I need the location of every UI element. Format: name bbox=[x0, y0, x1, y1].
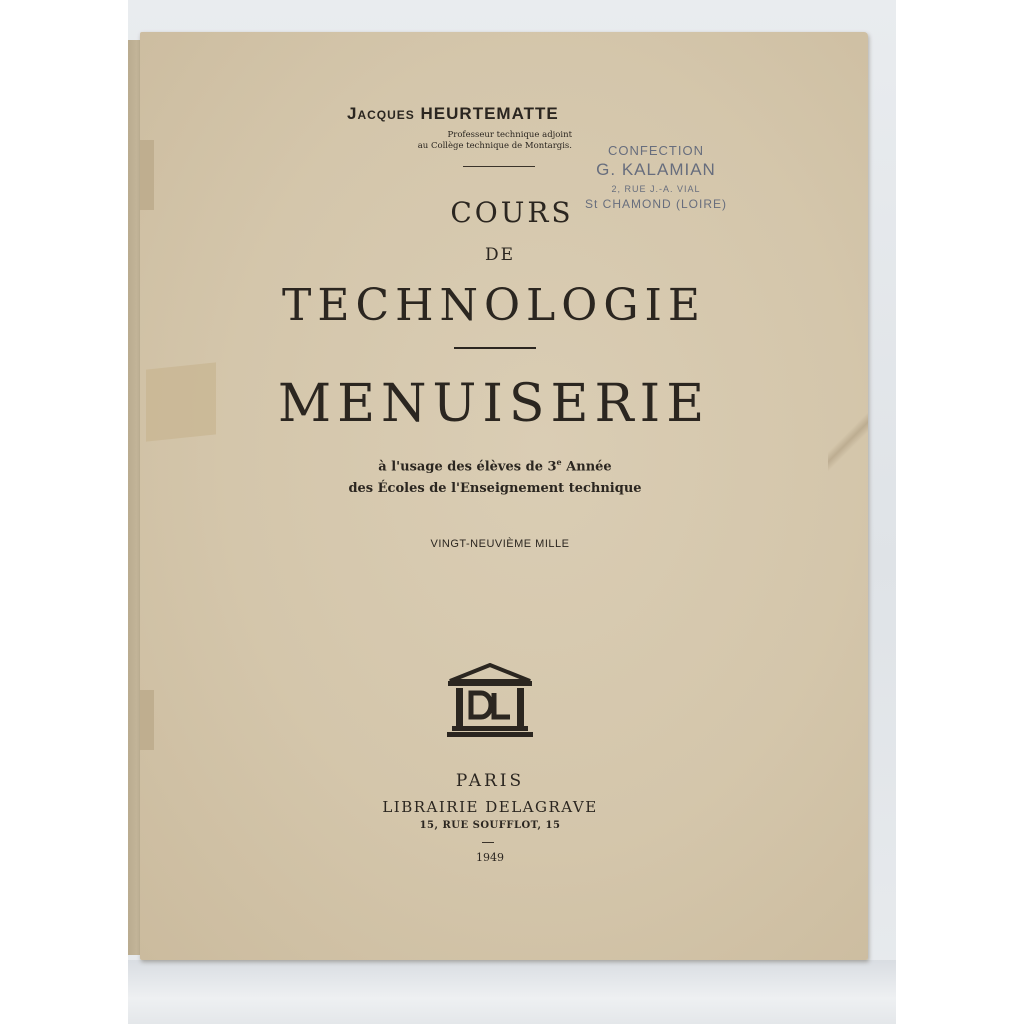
author-role bbox=[372, 130, 572, 152]
author-role-line: au Collège technique de Montargis. bbox=[417, 141, 572, 151]
torn-edge bbox=[140, 690, 154, 750]
subtitle-superscript: e bbox=[556, 457, 562, 467]
author-first-name: Jacques bbox=[347, 104, 415, 123]
divider bbox=[454, 347, 536, 349]
publisher-address: 15, RUE SOUFFLOT, 15 bbox=[419, 820, 561, 831]
stamp-line: CONFECTION bbox=[608, 143, 704, 158]
author-role-line: Professeur technique adjoint bbox=[447, 130, 572, 140]
divider bbox=[482, 842, 494, 843]
subtitle-line: des Écoles de l'Enseignement technique bbox=[348, 481, 642, 497]
author-last-name: HEURTEMATTE bbox=[420, 104, 559, 123]
divider bbox=[463, 166, 535, 167]
stamp-line: 2, RUE J.-A. VIAL bbox=[611, 184, 701, 194]
title-de: DE bbox=[484, 245, 516, 265]
stamp-line: St CHAMOND (LOIRE) bbox=[584, 197, 727, 211]
title-cours: COURS bbox=[450, 196, 574, 229]
subtitle-text: Année bbox=[561, 459, 612, 475]
title-menuiserie: MENUISERIE bbox=[277, 374, 711, 434]
edition-note: VINGT-NEUVIÈME MILLE bbox=[430, 538, 570, 550]
plastic-sleeve bbox=[128, 960, 896, 1024]
stamp-line: G. KALAMIAN bbox=[596, 160, 716, 179]
title-technologie: TECHNOLOGIE bbox=[281, 280, 706, 331]
publication-year: 1949 bbox=[476, 851, 504, 864]
subtitle bbox=[0, 451, 990, 500]
subtitle-text: à l'usage des élèves de 3 bbox=[378, 459, 557, 475]
author-name bbox=[347, 104, 559, 124]
subtitle-line bbox=[0, 451, 990, 478]
publisher-city: PARIS bbox=[455, 771, 525, 791]
publisher-name: LIBRAIRIE DELAGRAVE bbox=[382, 798, 598, 816]
temple-dl-logo-icon bbox=[444, 663, 536, 739]
